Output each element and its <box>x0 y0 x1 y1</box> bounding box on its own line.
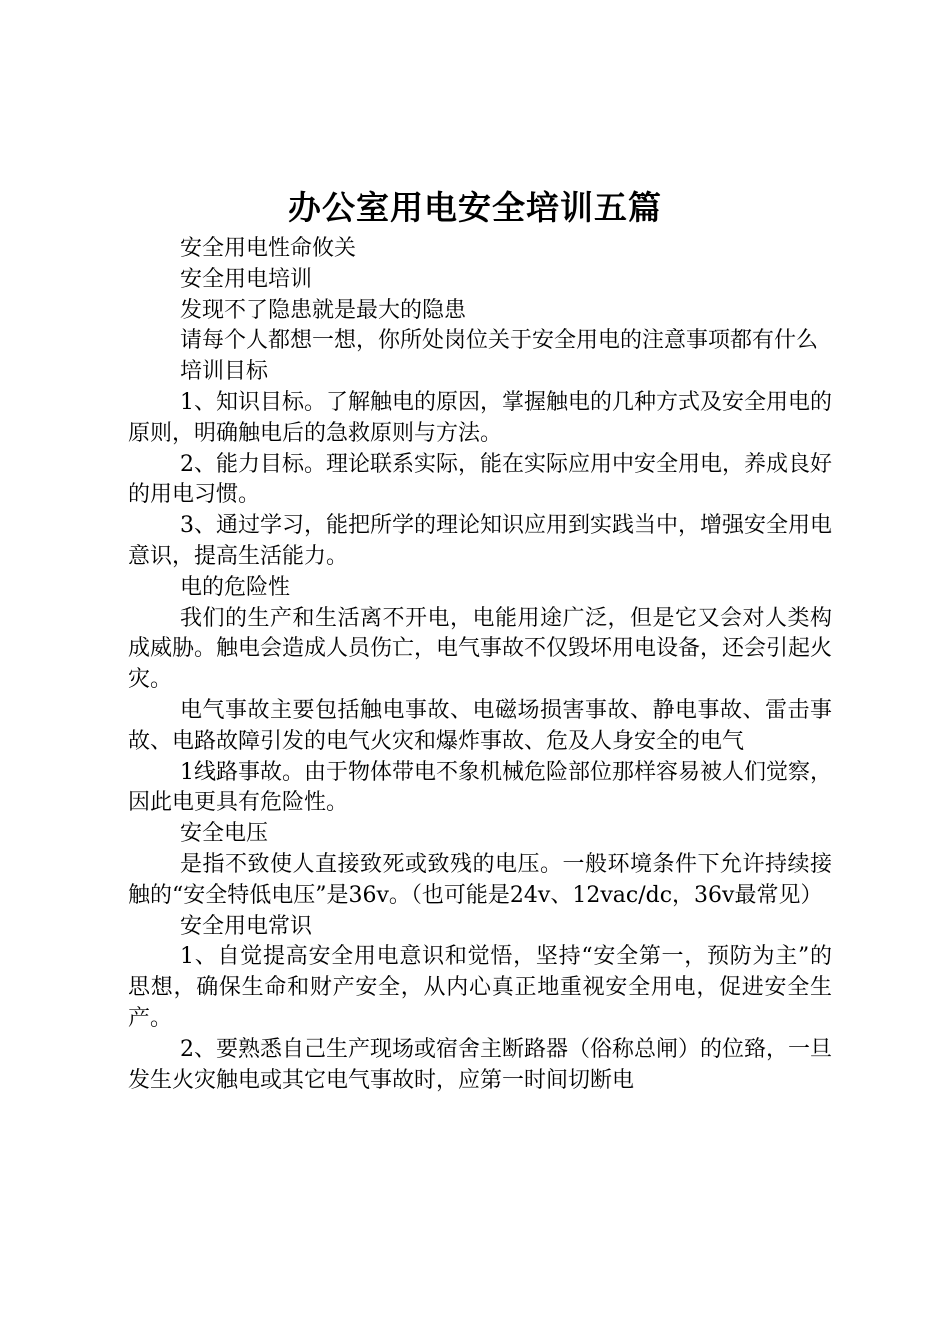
paragraph-4: 请每个人都想一想，你所处岗位关于安全用电的注意事项都有什么 <box>180 328 819 354</box>
document-title: 办公室用电安全培训五篇 <box>288 188 662 227</box>
section-heading-danger: 电的危险性 <box>180 574 291 600</box>
paragraph-common-sense-1: 1、自觉提高安全用电意识和觉悟，坚持“安全第一，预防为主”的思想，确保生命和财产安全，从内心真正地重视安全用电，促进安全生产。 <box>128 944 832 1031</box>
document-body <box>128 234 832 1096</box>
section-heading-goals: 培训目标 <box>180 359 269 385</box>
paragraph-3: 发现不了隐患就是最大的隐患 <box>180 297 467 323</box>
paragraph-goal-2: 2、能力目标。理论联系实际，能在实际应用中安全用电，养成良好的用电习惯。 <box>128 451 832 508</box>
paragraph-danger-2: 电气事故主要包括触电事故、电磁场损害事故、静电事故、雷击事故、电路故障引发的电气火灾和爆炸事故、危及人身安全的电气 <box>128 697 832 754</box>
paragraph-voltage: 是指不致使人直接致死或致残的电压。一般环境条件下允许持续接触的“安全特低电压”是36v。（也可能是24v、12vac/dc，36v最常见） <box>128 851 832 908</box>
paragraph-danger-1: 我们的生产和生活离不开电，电能用途广泛，但是它又会对人类构成威胁。触电会造成人员伤亡，电气事故不仅毁坏用电设备，还会引起火灾。 <box>128 605 833 693</box>
paragraph-1: 安全用电性命攸关 <box>180 236 357 261</box>
section-heading-voltage: 安全电压 <box>180 821 269 847</box>
paragraph-2: 安全用电培训 <box>180 266 313 292</box>
paragraph-goal-3: 3、通过学习，能把所学的理论知识应用到实践当中，增强安全用电意识，提高生活能力。 <box>128 513 832 569</box>
paragraph-danger-3: 1线路事故。由于物体带电不象机械危险部位那样容易被人们觉察，因此电更具有危险性。 <box>128 759 832 816</box>
paragraph-goal-1: 1、知识目标。了解触电的原因，掌握触电的几种方式及安全用电的原则，明确触电后的急救原则与方法。 <box>128 389 832 446</box>
paragraph-common-sense-2: 2、要熟悉自己生产现场或宿舍主断路器（俗称总闸）的位臵，一旦发生火灾触电或其它电气事故时，应第一时间切断电 <box>128 1036 832 1093</box>
section-heading-common-sense: 安全用电常识 <box>180 913 313 939</box>
